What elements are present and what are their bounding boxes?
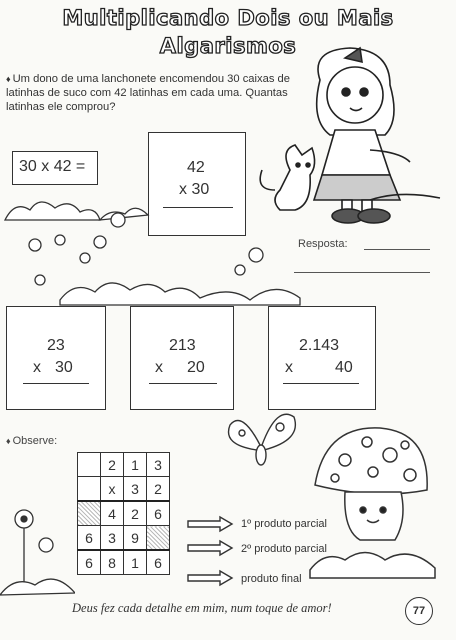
arrow-right-icon xyxy=(188,571,232,585)
arrow-right-icon xyxy=(188,517,232,531)
equation-text: 30 x 42 = xyxy=(19,158,86,175)
grid-cell: 1 xyxy=(124,453,147,477)
grid-row xyxy=(78,501,170,526)
exercise-box-1 xyxy=(6,306,106,410)
mushroom-character-illustration xyxy=(305,420,440,580)
grid-cell xyxy=(78,477,101,502)
exercise-2-rule xyxy=(149,383,217,384)
final-product-label: produto final xyxy=(241,573,302,585)
page-number: 77 xyxy=(405,597,433,625)
grid-cell-shaded xyxy=(78,501,101,526)
partial-product-1-label: 1º produto parcial xyxy=(241,518,327,530)
bullet-icon: ♦ xyxy=(6,436,11,446)
grid-cell: 9 xyxy=(124,526,147,551)
exercise-2-operator: x xyxy=(155,359,163,376)
grid-row xyxy=(78,453,170,477)
bushes-illustration xyxy=(0,180,456,310)
grid-cell: x xyxy=(101,477,124,502)
exercise-3-rule xyxy=(283,383,359,384)
exercise-2-bottom: 20 xyxy=(187,359,205,376)
exercise-3-operator: x xyxy=(285,359,293,376)
flowers-illustration xyxy=(0,505,75,600)
grid-cell: 4 xyxy=(101,501,124,526)
resposta-answer-line[interactable] xyxy=(364,249,430,250)
grid-cell: 6 xyxy=(78,526,101,551)
main-problem-top-number: 42 xyxy=(187,159,205,176)
grid-cell: 3 xyxy=(147,453,170,477)
exercise-box-3 xyxy=(268,306,376,410)
grid-cell: 1 xyxy=(124,550,147,575)
grid-cell: 2 xyxy=(147,477,170,502)
exercise-2-top: 213 xyxy=(169,337,196,354)
grid-cell: 2 xyxy=(101,453,124,477)
exercise-1-bottom: 30 xyxy=(55,359,73,376)
grid-cell: 6 xyxy=(78,550,101,575)
exercise-3-bottom: 40 xyxy=(335,359,353,376)
multiplication-grid xyxy=(77,452,170,575)
page-title: Multiplicando Dois ou Mais xyxy=(62,6,394,30)
footer-phrase: Deus fez cada detalhe em mim, num toque de amor! xyxy=(72,601,332,615)
exercise-1-operator: x xyxy=(33,359,41,376)
main-problem-bottom-number: x 30 xyxy=(179,181,210,198)
butterfly-illustration xyxy=(222,405,302,475)
page-title-line2: Algarismos xyxy=(159,34,297,58)
grid-row xyxy=(78,526,170,551)
exercise-box-2 xyxy=(130,306,234,410)
exercise-1-top: 23 xyxy=(47,337,65,354)
grid-cell-shaded xyxy=(147,526,170,551)
grid-row xyxy=(78,477,170,502)
bullet-icon: ♦ xyxy=(6,74,11,84)
observe-label xyxy=(6,435,57,447)
observe-text: Observe: xyxy=(12,435,58,447)
question-body: Um dono de uma lanchonete encomendou 30 caixas de latinhas de suco com 42 latinhas em cada uma. Quantas latinhas ele comprou? xyxy=(6,73,290,113)
grid-cell: 3 xyxy=(124,477,147,502)
resposta-label: Resposta: xyxy=(298,238,348,250)
arrow-right-icon xyxy=(188,541,232,555)
partial-product-2-label: 2º produto parcial xyxy=(241,543,327,555)
arrows xyxy=(186,515,236,590)
grid-cell: 8 xyxy=(101,550,124,575)
exercise-3-top: 2.143 xyxy=(299,337,340,354)
grid-cell: 2 xyxy=(124,501,147,526)
exercise-1-rule xyxy=(23,383,89,384)
grid-cell xyxy=(78,453,101,477)
grid-row xyxy=(78,550,170,575)
grid-cell: 6 xyxy=(147,550,170,575)
grid-cell: 3 xyxy=(101,526,124,551)
grid-cell: 6 xyxy=(147,501,170,526)
resposta-answer-line-2[interactable] xyxy=(294,272,430,273)
